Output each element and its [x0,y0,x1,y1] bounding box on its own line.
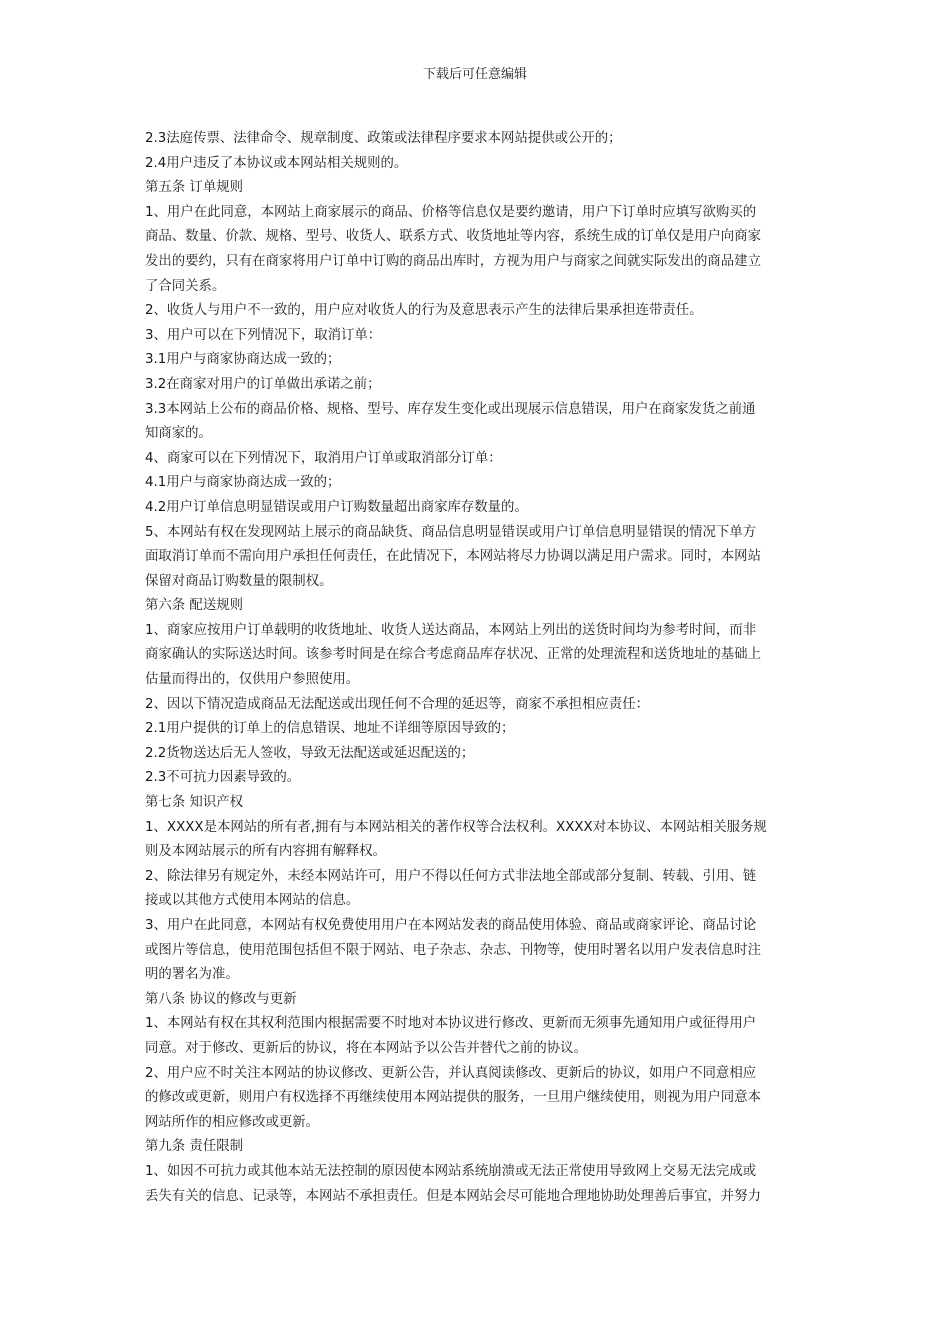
text-line: 同意。对于修改、更新后的协议，将在本网站予以公告并替代之前的协议。 [145,1040,587,1056]
text-line: 发出的要约，只有在商家将用户订单中订购的商品出库时，方视为用户与商家之间就实际发出的商品建立 [145,253,761,269]
text-line: 商品、数量、价款、规格、型号、收货人、联系方式、收货地址等内容，系统生成的订单仅是用户向商家 [145,229,761,245]
text-line: 1、XXXX是本网站的所有者,拥有与本网站相关的著作权等合法权利。XXXX对本协议、本网站相关服务规 [145,819,767,835]
text-line: 或图片等信息，使用范围包括但不限于网站、电子杂志、杂志、刊物等，使用时署名以用户发表信息时注 [145,942,761,958]
text-line: 3.3本网站上公布的商品价格、规格、型号、库存发生变化或出现展示信息错误，用户在商家发货之前通 [145,401,756,417]
text-line: 的修改或更新，则用户有权选择不再继续使用本网站提供的服务，一旦用户继续使用，则视为用户同意本 [145,1090,761,1106]
text-line: 第六条 配送规则 [145,598,243,614]
text-line: 2、除法律另有规定外，未经本网站许可，用户不得以任何方式非法地全部或部分复制、转载、引用、链 [145,868,757,884]
text-line: 第七条 知识产权 [145,795,243,811]
text-line: 第九条 责任限制 [145,1139,243,1155]
text-line: 保留对商品订购数量的限制权。 [145,573,333,589]
text-line: 商家确认的实际送达时间。该参考时间是在综合考虑商品库存状况、正常的处理流程和送货地址的基础上 [145,647,761,663]
text-line: 面取消订单而不需向用户承担任何责任，在此情况下，本网站将尽力协调以满足用户需求。同时，本网站 [145,549,761,565]
text-line: 2.3不可抗力因素导致的。 [145,770,301,786]
text-line: 3、用户在此同意，本网站有权免费使用用户在本网站发表的商品使用体验、商品或商家评论、商品讨论 [145,918,757,933]
text-line: 第八条 协议的修改与更新 [145,991,297,1007]
document-body [145,127,807,1209]
text-line: 4、商家可以在下列情况下，取消用户订单或取消部分订单： [145,450,502,466]
text-line: 5、本网站有权在发现网站上展示的商品缺货、商品信息明显错误或用户订单信息明显错误的情况下单方 [145,524,757,540]
text-line: 1、本网站有权在其权利范围内根据需要不时地对本协议进行修改、更新而无须事先通知用户或征得用户 [145,1016,757,1032]
text-line: 则及本网站展示的所有内容拥有解释权。 [145,844,387,860]
text-line: 4.2用户订单信息明显错误或用户订购数量超出商家库存数量的。 [145,499,528,515]
text-line: 3、用户可以在下列情况下，取消订单： [145,327,382,343]
text-line: 3.1用户与商家协商达成一致的； [145,352,341,368]
text-line: 1、商家应按用户订单载明的收货地址、收货人送达商品，本网站上列出的送货时间均为参考时间，而非 [145,622,757,638]
text-line: 接或以其他方式使用本网站的信息。 [145,893,360,909]
text-line: 2、收货人与用户不一致的，用户应对收货人的行为及意思表示产生的法律后果承担连带责任。 [145,303,703,319]
text-line: 估量而得出的，仅供用户参照使用。 [145,672,360,688]
text-line: 第五条 订单规则 [145,180,243,196]
text-line: 明的署名为准。 [145,967,239,983]
text-line: 2、用户应不时关注本网站的协议修改、更新公告，并认真阅读修改、更新后的协议，如用户不同意相应 [145,1065,757,1081]
text-line: 2.3法庭传票、法律命令、规章制度、政策或法律程序要求本网站提供或公开的； [145,131,622,146]
text-line: 丢失有关的信息、记录等，本网站不承担责任。但是本网站会尽可能地合理地协助处理善后事宜，并努力 [145,1188,761,1204]
text-line: 知商家的。 [145,426,212,442]
text-line: 2.1用户提供的订单上的信息错误、地址不详细等原因导致的； [145,721,515,737]
text-line: 2、因以下情况造成商品无法配送或出现任何不合理的延迟等，商家不承担相应责任： [145,696,649,712]
page-header: 下载后可任意编辑 [422,67,527,82]
text-line: 4.1用户与商家协商达成一致的； [145,475,341,491]
text-line: 1、如因不可抗力或其他本站无法控制的原因使本网站系统崩溃或无法正常使用导致网上交易无法完成或 [145,1163,757,1179]
text-line: 2.4用户违反了本协议或本网站相关规则的。 [145,155,408,171]
text-line: 2.2货物送达后无人签收，导致无法配送或延迟配送的； [145,745,475,761]
text-line: 网站所作的相应修改或更新。 [145,1114,320,1130]
text-line: 了合同关系。 [145,278,226,294]
text-line: 3.2在商家对用户的订单做出承诺之前； [145,376,381,392]
text-line: 1、用户在此同意，本网站上商家展示的商品、价格等信息仅是要约邀请，用户下订单时应填写欲购买的 [145,204,757,220]
